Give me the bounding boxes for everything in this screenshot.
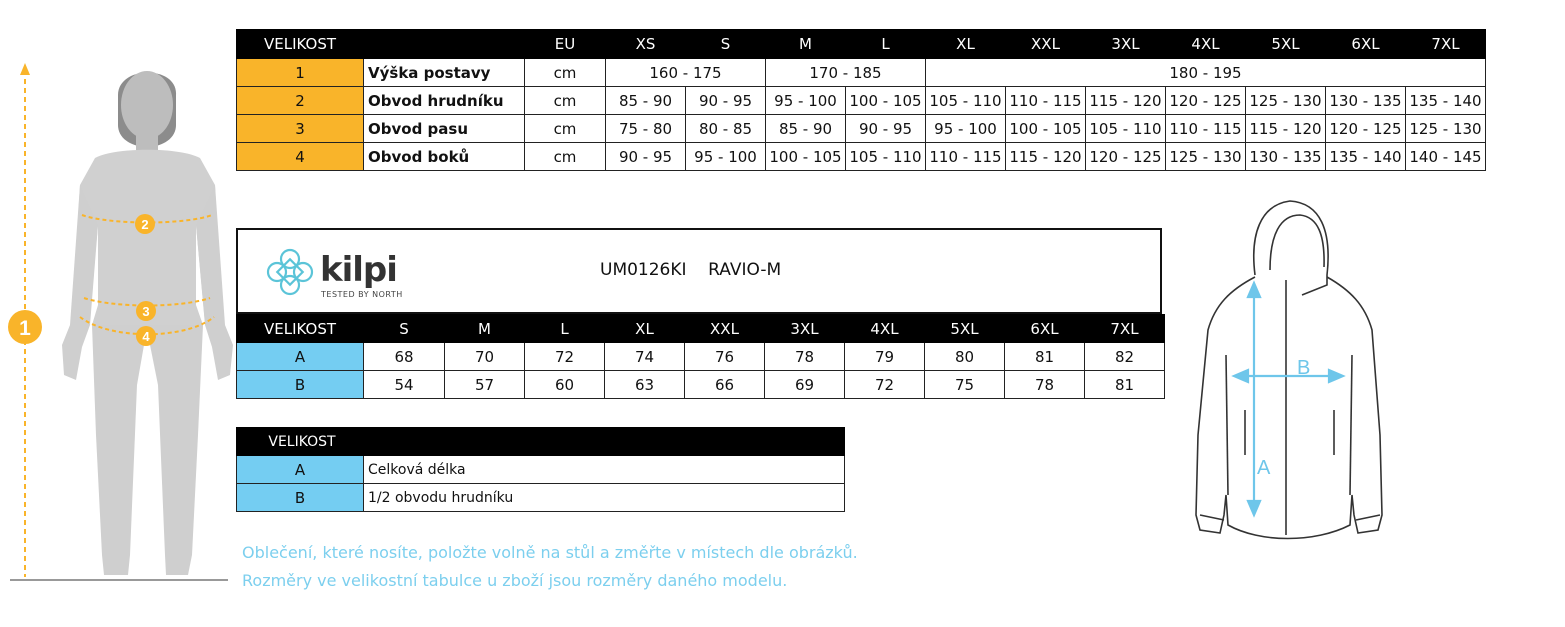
size-header-cell: M <box>766 30 846 59</box>
table-cell: 69 <box>765 371 845 399</box>
table-cell: 90 - 95 <box>846 115 926 143</box>
table-cell: 110 - 115 <box>1166 115 1246 143</box>
product-header-cell: 4XL <box>845 315 925 343</box>
table-cell: 130 - 135 <box>1326 87 1406 115</box>
row-unit: cm <box>525 143 606 171</box>
product-header-cell: 7XL <box>1085 315 1165 343</box>
row-unit: cm <box>525 59 606 87</box>
size-header-cell: 3XL <box>1086 30 1166 59</box>
size-header-cell: L <box>846 30 926 59</box>
product-header-cell: 3XL <box>765 315 845 343</box>
row-label: Výška postavy <box>364 59 525 87</box>
table-cell: 135 - 140 <box>1406 87 1486 115</box>
product-title <box>600 260 781 280</box>
table-cell: 81 <box>1085 371 1165 399</box>
row-label: Obvod hrudníku <box>364 87 525 115</box>
note-line-2: Rozměry ve velikostní tabulce u zboží jsou rozměry daného modelu. <box>242 571 788 590</box>
table-cell: 70 <box>445 343 525 371</box>
product-header-cell: XXL <box>685 315 765 343</box>
jacket-label-b: B <box>1297 357 1311 379</box>
size-header-cell <box>364 30 525 59</box>
size-header-cell: EU <box>525 30 606 59</box>
size-header-cell: XXL <box>1006 30 1086 59</box>
legend-table <box>236 427 845 512</box>
brand-logo: kilpi <box>320 250 397 290</box>
row-label: 1/2 obvodu hrudníku <box>364 484 845 512</box>
product-header-cell: 6XL <box>1005 315 1085 343</box>
table-cell: 60 <box>525 371 605 399</box>
table-cell: 90 - 95 <box>686 87 766 115</box>
table-row <box>237 343 1165 371</box>
table-cell: 120 - 125 <box>1326 115 1406 143</box>
table-row <box>237 456 845 484</box>
row-index: B <box>237 484 364 512</box>
table-cell: 80 <box>925 343 1005 371</box>
product-header-cell: VELIKOST <box>237 315 364 343</box>
size-header-cell: XL <box>926 30 1006 59</box>
size-table-header <box>237 30 1486 59</box>
table-cell: 95 - 100 <box>686 143 766 171</box>
table-cell: 85 - 90 <box>606 87 686 115</box>
table-cell: 170 - 185 <box>766 59 926 87</box>
table-row <box>237 59 1486 87</box>
legend-table-header: VELIKOST <box>237 428 845 456</box>
table-cell: 54 <box>364 371 445 399</box>
table-cell: 100 - 105 <box>1006 115 1086 143</box>
table-cell: 63 <box>605 371 685 399</box>
table-cell: 140 - 145 <box>1406 143 1486 171</box>
celtic-knot-icon <box>262 244 318 300</box>
table-cell: 82 <box>1085 343 1165 371</box>
row-index: A <box>237 456 364 484</box>
table-cell: 57 <box>445 371 525 399</box>
table-cell: 105 - 110 <box>926 87 1006 115</box>
table-cell: 90 - 95 <box>606 143 686 171</box>
table-cell: 75 <box>925 371 1005 399</box>
table-cell: 105 - 110 <box>1086 115 1166 143</box>
table-cell: 80 - 85 <box>686 115 766 143</box>
size-header-cell: 7XL <box>1406 30 1486 59</box>
table-cell: 79 <box>845 343 925 371</box>
row-unit: cm <box>525 115 606 143</box>
svg-text:3: 3 <box>142 304 150 319</box>
product-header-cell: 5XL <box>925 315 1005 343</box>
table-row <box>237 484 845 512</box>
table-cell: 78 <box>1005 371 1085 399</box>
table-cell: 110 - 115 <box>1006 87 1086 115</box>
body-figure <box>0 55 235 595</box>
table-cell: 115 - 120 <box>1246 115 1326 143</box>
table-row <box>237 87 1486 115</box>
row-label: Celková délka <box>364 456 845 484</box>
svg-text:2: 2 <box>141 217 149 232</box>
product-header-cell: S <box>364 315 445 343</box>
svg-text:4: 4 <box>142 329 150 344</box>
product-header-cell: M <box>445 315 525 343</box>
table-cell: 120 - 125 <box>1166 87 1246 115</box>
table-row <box>237 371 1165 399</box>
table-cell: 135 - 140 <box>1326 143 1406 171</box>
table-cell: 95 - 100 <box>926 115 1006 143</box>
table-cell: 120 - 125 <box>1086 143 1166 171</box>
table-cell: 125 - 130 <box>1166 143 1246 171</box>
jacket-figure <box>1190 195 1385 550</box>
row-label: Obvod boků <box>364 143 525 171</box>
table-cell: 130 - 135 <box>1246 143 1326 171</box>
table-cell: 115 - 120 <box>1086 87 1166 115</box>
size-header-cell: VELIKOST <box>237 30 364 59</box>
size-header-cell: 5XL <box>1246 30 1326 59</box>
row-index: 2 <box>237 87 364 115</box>
table-cell: 74 <box>605 343 685 371</box>
table-row <box>237 115 1486 143</box>
table-cell: 180 - 195 <box>926 59 1486 87</box>
brand-tagline: TESTED BY NORTH <box>321 290 403 299</box>
table-cell: 72 <box>845 371 925 399</box>
table-cell: 85 - 90 <box>766 115 846 143</box>
row-unit: cm <box>525 87 606 115</box>
product-header-cell: XL <box>605 315 685 343</box>
size-header-cell: 4XL <box>1166 30 1246 59</box>
table-cell: 75 - 80 <box>606 115 686 143</box>
row-index: 4 <box>237 143 364 171</box>
row-index: A <box>237 343 364 371</box>
jacket-label-a: A <box>1257 457 1271 479</box>
table-cell: 81 <box>1005 343 1085 371</box>
table-cell: 95 - 100 <box>766 87 846 115</box>
table-cell: 68 <box>364 343 445 371</box>
table-cell: 115 - 120 <box>1006 143 1086 171</box>
table-cell: 72 <box>525 343 605 371</box>
size-table <box>236 29 1486 171</box>
size-header-cell: XS <box>606 30 686 59</box>
table-cell: 160 - 175 <box>606 59 766 87</box>
table-cell: 125 - 130 <box>1406 115 1486 143</box>
size-header-cell: 6XL <box>1326 30 1406 59</box>
product-name: RAVIO-M <box>708 260 782 280</box>
table-cell: 100 - 105 <box>766 143 846 171</box>
product-size-table <box>236 314 1165 399</box>
table-cell: 78 <box>765 343 845 371</box>
row-label: Obvod pasu <box>364 115 525 143</box>
table-cell: 66 <box>685 371 765 399</box>
marker-1-label: 1 <box>19 317 31 340</box>
product-table-header <box>237 315 1165 343</box>
note-line-1: Oblečení, které nosíte, položte volně na stůl a změřte v místech dle obrázků. <box>242 543 858 562</box>
table-cell: 110 - 115 <box>926 143 1006 171</box>
size-header-cell: S <box>686 30 766 59</box>
product-header-cell: L <box>525 315 605 343</box>
table-cell: 105 - 110 <box>846 143 926 171</box>
table-cell: 125 - 130 <box>1246 87 1326 115</box>
row-index: 3 <box>237 115 364 143</box>
product-code: UM0126KI <box>600 260 687 280</box>
row-index: B <box>237 371 364 399</box>
table-row <box>237 143 1486 171</box>
table-cell: 76 <box>685 343 765 371</box>
row-index: 1 <box>237 59 364 87</box>
table-cell: 100 - 105 <box>846 87 926 115</box>
